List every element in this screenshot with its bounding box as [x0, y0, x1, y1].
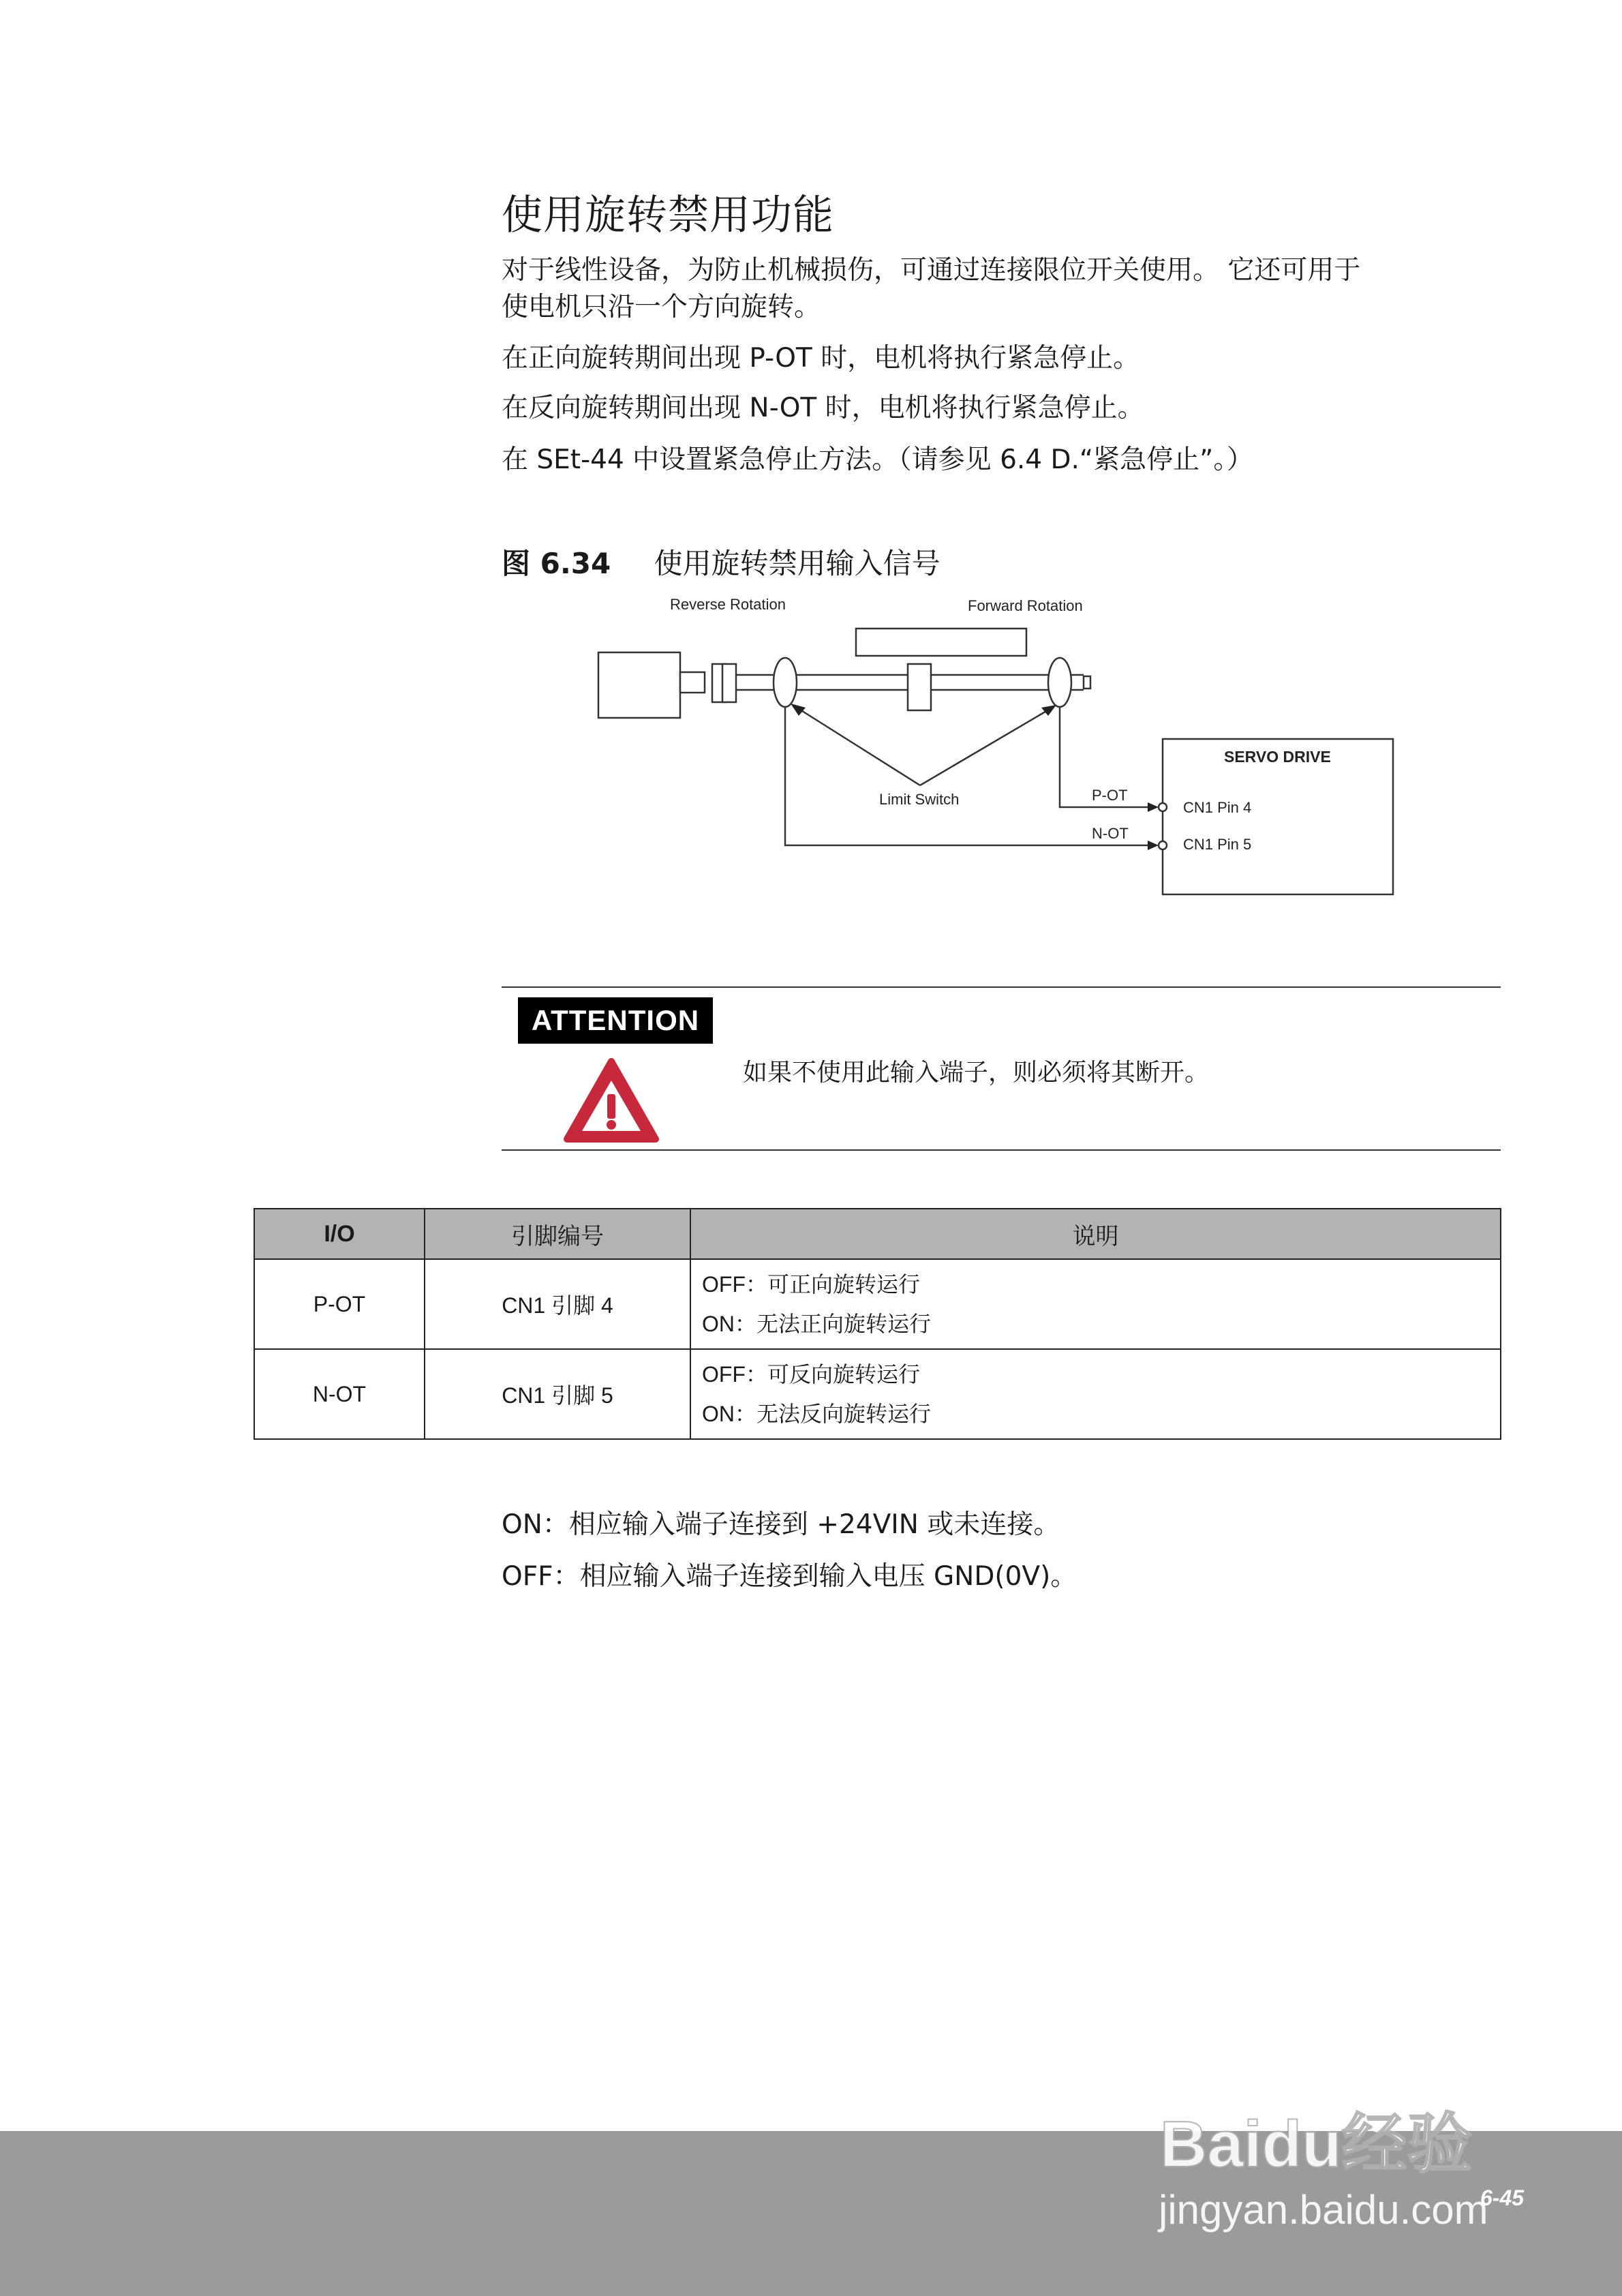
pot-wire-label: P-OT — [1092, 787, 1128, 804]
description-on: ON：无法正向旋转运行 — [702, 1312, 932, 1336]
figure-caption-text: 使用旋转禁用输入信号 — [654, 547, 940, 580]
arrowhead-right — [1041, 705, 1056, 716]
body-paragraph-1b: 使电机只沿一个方向旋转。 — [502, 292, 821, 322]
motor-shaft — [680, 672, 705, 693]
limit-switch-label: Limit Switch — [879, 791, 960, 808]
pot-wire-arrow — [1148, 802, 1159, 812]
header-io: I/O — [254, 1209, 425, 1259]
page-number: 6-45 — [1480, 2186, 1525, 2210]
not-wire-label: N-OT — [1092, 825, 1129, 842]
description-on: ON：无法反向旋转运行 — [702, 1402, 932, 1426]
forward-rotation-label: Forward Rotation — [968, 597, 1083, 614]
figure-number: 图 6.34 — [502, 547, 611, 580]
limit-switch-pointer-right — [920, 708, 1052, 785]
reverse-limit-switch — [774, 658, 797, 707]
description-off: OFF：可反向旋转运行 — [702, 1362, 920, 1387]
io-signal-table — [254, 1208, 1501, 1440]
body-paragraph-3: 在反向旋转期间出现 N-OT 时，电机将执行紧急停止。 — [502, 393, 1144, 423]
limit-switch-pointer-left — [795, 706, 920, 785]
cn1-pin5-label: CN1 Pin 5 — [1183, 836, 1252, 853]
load-table — [856, 629, 1026, 656]
note-on: ON：相应输入端子连接到 +24VIN 或未连接。 — [502, 1509, 1060, 1540]
limit-switch-wiring-diagram — [586, 586, 1404, 913]
baidu-jingyan-watermark — [1131, 2045, 1540, 2250]
body-paragraph-1a: 对于线性设备，为防止机械损伤，可通过连接限位开关使用。 它还可用于 — [502, 255, 1361, 286]
io-cell: N-OT — [254, 1349, 425, 1439]
reverse-rotation-label: Reverse Rotation — [670, 596, 786, 613]
body-paragraph-2: 在正向旋转期间出现 P-OT 时，电机将执行紧急停止。 — [502, 343, 1140, 374]
table-row — [254, 1259, 1501, 1349]
attention-notice — [502, 986, 1501, 1151]
watermark-brand: Baidu经验 — [1160, 2108, 1473, 2181]
header-description: 说明 — [690, 1209, 1501, 1259]
note-off: OFF：相应输入端子连接到输入电压 GND(0V)。 — [502, 1561, 1077, 1592]
io-cell: P-OT — [254, 1259, 425, 1349]
not-wire-arrow — [1148, 841, 1159, 850]
shaft-end — [1084, 676, 1090, 689]
table-row — [254, 1349, 1501, 1439]
attention-badge: ATTENTION — [518, 997, 713, 1044]
motor-block — [598, 652, 680, 718]
table-header-row — [254, 1209, 1501, 1259]
pin4-terminal — [1159, 803, 1167, 811]
body-paragraph-4: 在 SEt-44 中设置紧急停止方法。（请参见 6.4 D.“紧急停止”。） — [502, 444, 1253, 475]
description-cell — [690, 1349, 1501, 1439]
cn1-pin4-label: CN1 Pin 4 — [1183, 799, 1252, 816]
header-pin: 引脚编号 — [425, 1209, 690, 1259]
description-cell — [690, 1259, 1501, 1349]
description-off: OFF：可正向旋转运行 — [702, 1272, 920, 1297]
pin5-terminal — [1159, 841, 1167, 849]
arrowhead-left — [791, 704, 806, 716]
slider-nut — [908, 664, 931, 710]
pin-cell: CN1 引脚 4 — [425, 1259, 690, 1349]
coupling-right — [722, 664, 736, 702]
forward-limit-switch — [1048, 658, 1071, 707]
watermark-url: jingyan.baidu.com — [1159, 2187, 1488, 2233]
figure-caption — [502, 541, 940, 582]
pin-cell: CN1 引脚 5 — [425, 1349, 690, 1439]
section-title: 使用旋转禁用功能 — [502, 192, 834, 239]
attention-text: 如果不使用此输入端子，则必须将其断开。 — [743, 1059, 1210, 1087]
servo-drive-label: SERVO DRIVE — [1224, 748, 1331, 766]
warning-icon — [562, 1056, 661, 1145]
